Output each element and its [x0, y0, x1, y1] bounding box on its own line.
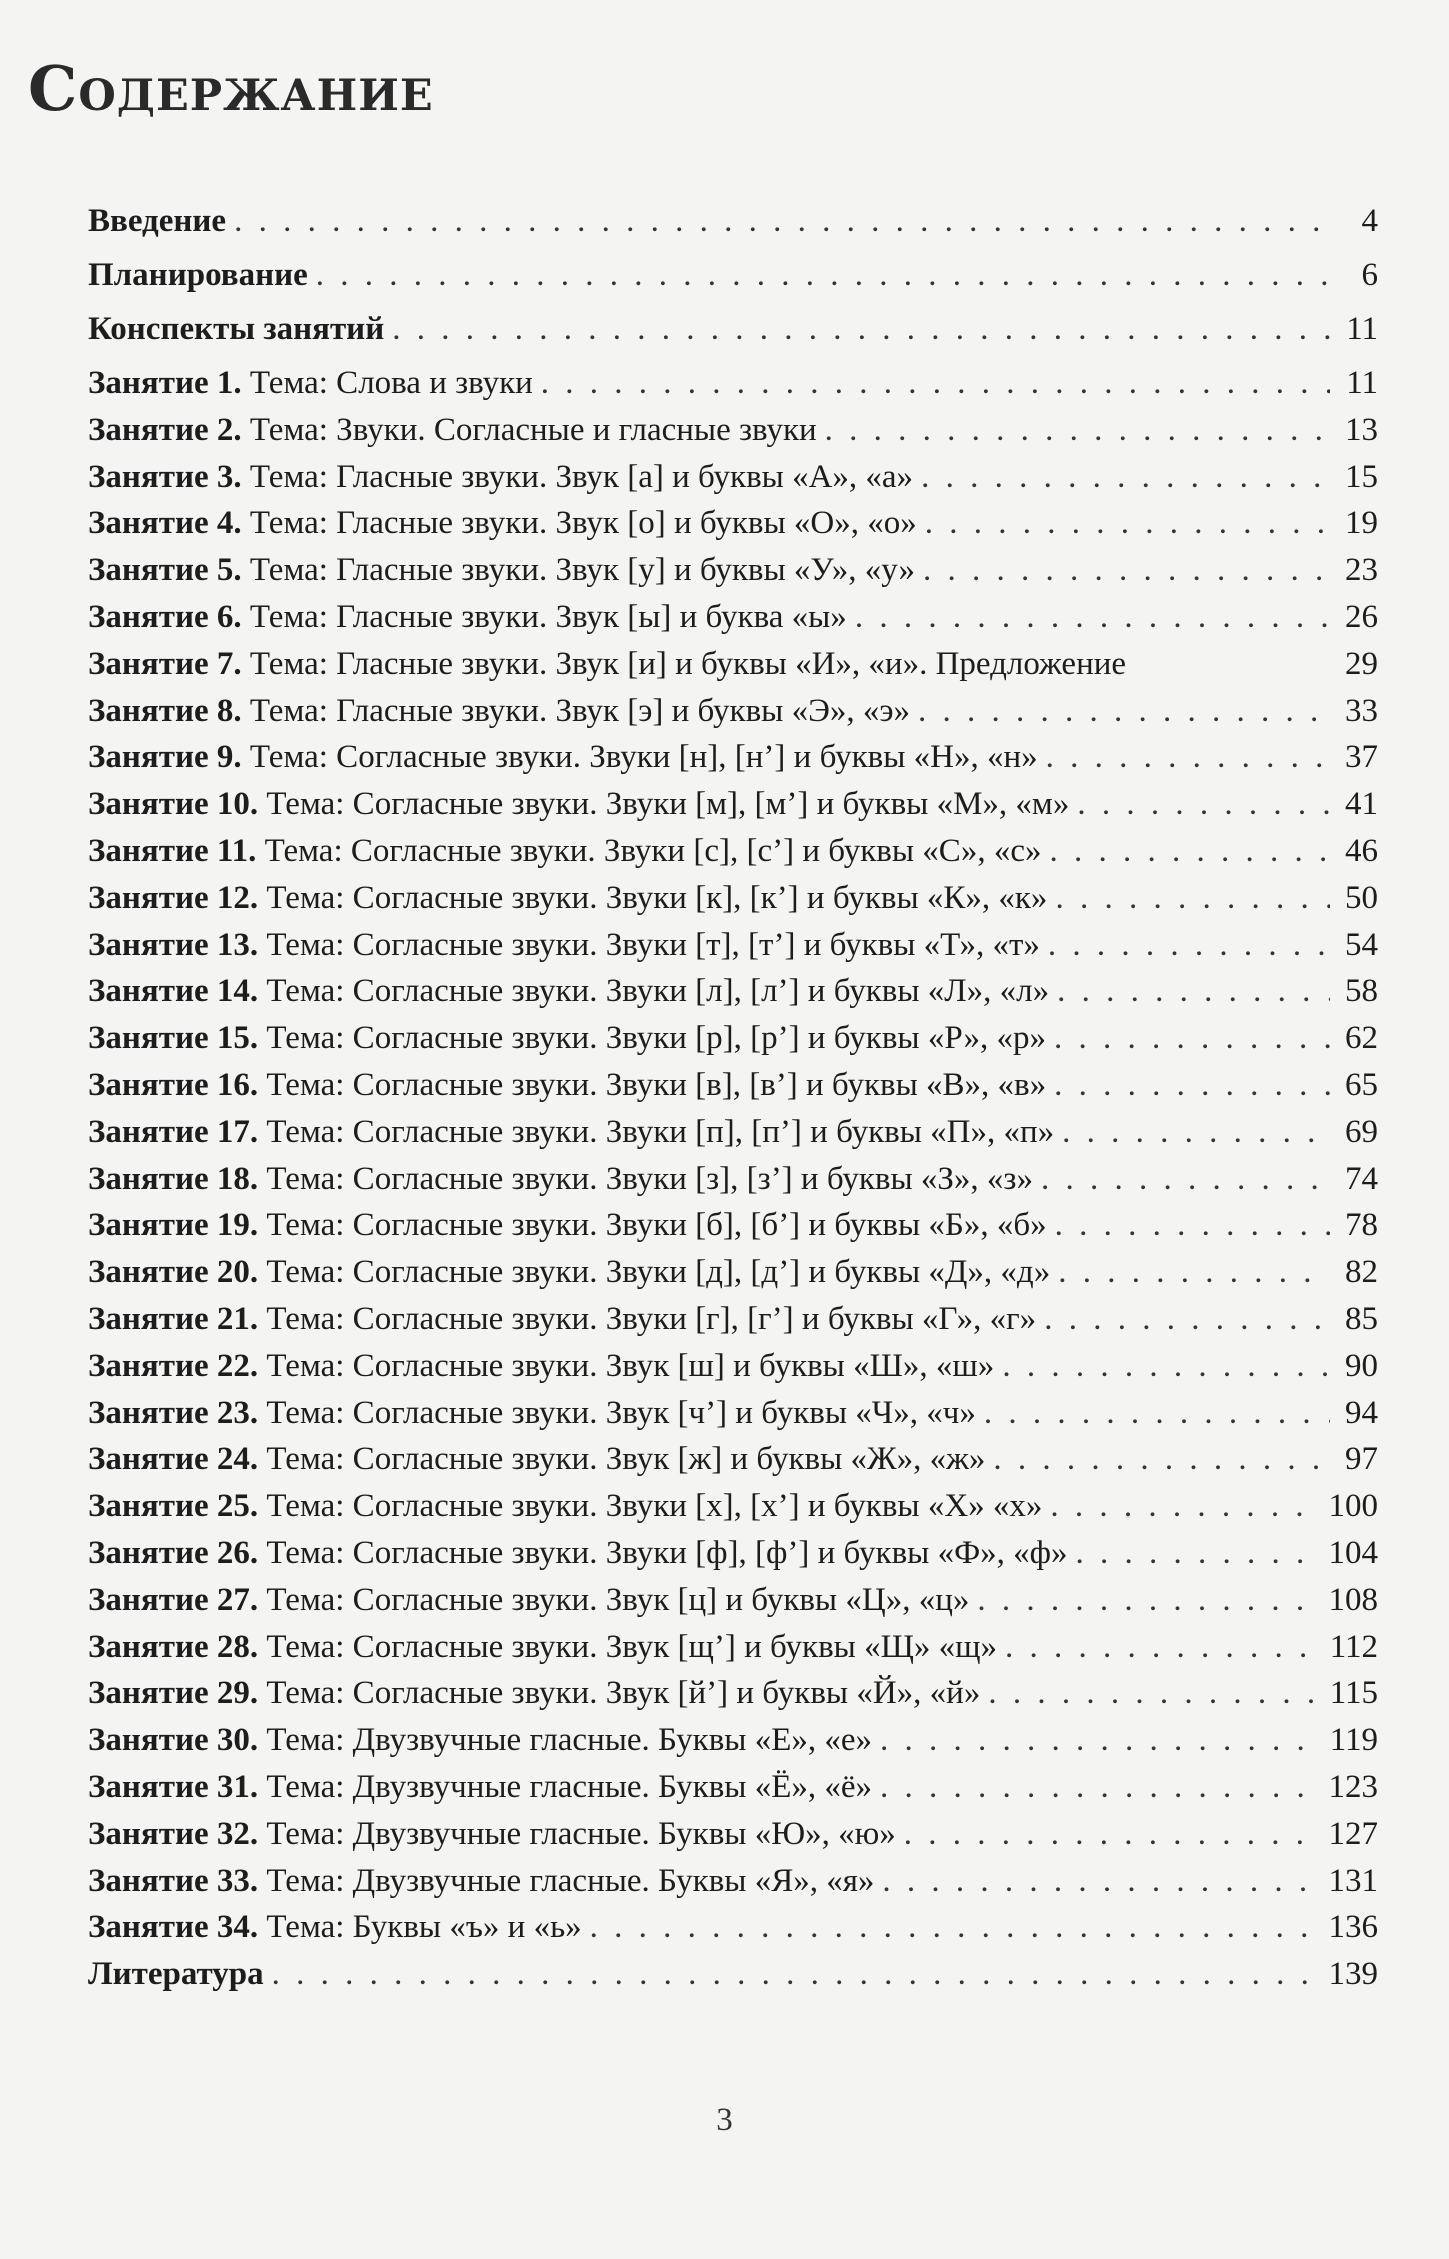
toc-entry-label [88, 693, 910, 730]
leader-dots [880, 1769, 1320, 1806]
toc-entry [88, 833, 1378, 880]
toc-entry [88, 1254, 1378, 1301]
toc-entry-topic: Тема: Согласные звуки. Звуки [б], [б’] и буквы «Б», «б» [258, 1207, 1047, 1244]
toc-entry-page: 115 [1329, 1675, 1378, 1712]
leader-dots [1076, 1535, 1321, 1572]
toc-entry-topic: Тема: Гласные звуки. Звук [ы] и буква «ы» [241, 598, 847, 635]
toc-entry-heading: Занятие 1. [88, 365, 242, 401]
toc-entry [88, 599, 1378, 646]
toc-entry-page: 33 [1345, 692, 1378, 729]
toc-entry-topic: Тема: Согласные звуки. Звуки [ф], [ф’] и буквы «Ф», «ф» [258, 1534, 1068, 1571]
toc-entry-heading: Занятие 24. [88, 1441, 259, 1478]
toc-entry-label [88, 880, 1047, 917]
leader-dots [825, 412, 1330, 449]
toc-entry-page: 112 [1329, 1628, 1378, 1665]
toc-entry-page: 65 [1345, 1066, 1378, 1103]
toc-entry-label [88, 1769, 872, 1806]
toc-entry-heading: Занятие 25. [88, 1488, 259, 1525]
toc-entry [88, 1067, 1378, 1114]
toc-entry-label [88, 739, 1038, 776]
leader-dots [272, 1956, 1321, 1993]
toc-entry [88, 365, 1378, 412]
leader-dots [1005, 1629, 1322, 1666]
toc-entry [88, 505, 1378, 552]
toc-entry-topic: Тема: Согласные звуки. Звук [ш] и буквы «Ш», «ш» [258, 1347, 995, 1384]
toc-entry-page: 94 [1345, 1394, 1378, 1431]
toc-entry [88, 1395, 1378, 1442]
toc-entry-heading: Занятие 11. [88, 832, 257, 869]
toc-entry-topic: Тема: Согласные звуки. Звуки [х], [х’] и буквы «Х» «х» [258, 1488, 1043, 1525]
toc-entry-heading: Занятие 13. [88, 926, 259, 963]
toc-entry-label [88, 552, 915, 589]
toc-entry-heading: Занятие 8. [88, 692, 242, 729]
toc-entry-topic: Тема: Согласные звуки. Звук [ц] и буквы «Ц», «ц» [258, 1581, 970, 1618]
toc-entry-topic: Тема: Согласные звуки. Звуки [з], [з’] и буквы «З», «з» [258, 1160, 1033, 1197]
toc-entry-topic: Тема: Согласные звуки. Звуки [к], [к’] и буквы «К», «к» [258, 879, 1048, 916]
toc-entry-page: 136 [1328, 1909, 1378, 1946]
leader-dots [1046, 739, 1330, 776]
toc-entry-label [88, 1722, 872, 1759]
toc-entry [88, 693, 1378, 740]
toc-entry-label [88, 1020, 1046, 1057]
leader-dots [316, 257, 1330, 294]
toc-entry-page: 29 [1345, 645, 1378, 682]
leader-dots [855, 599, 1330, 636]
toc-entry-heading: Введение [88, 203, 227, 239]
toc-entry-page: 123 [1328, 1768, 1378, 1805]
toc-entry-label [88, 412, 817, 449]
leader-dots [1062, 1114, 1330, 1151]
toc-entry-page: 41 [1345, 786, 1378, 823]
leader-dots [234, 203, 1330, 240]
toc-entry-topic: Тема: Двузвучные гласные. Буквы «Ё», «ё» [258, 1768, 873, 1805]
toc-entry [88, 1582, 1378, 1629]
toc-entry-page: 26 [1345, 598, 1378, 635]
toc-entry [88, 1675, 1378, 1722]
toc-entry-page: 100 [1328, 1488, 1378, 1525]
toc-entry-heading: Занятие 6. [88, 598, 242, 635]
toc-entry [88, 1348, 1378, 1395]
toc-entry-label [88, 1909, 582, 1946]
toc-entry-heading: Занятие 32. [88, 1815, 259, 1852]
toc-entry-label [88, 1816, 896, 1853]
toc-entry [88, 1816, 1378, 1863]
toc-entry-topic: Тема: Гласные звуки. Звук [у] и буквы «У», «у» [241, 552, 916, 589]
toc-entry [88, 1769, 1378, 1816]
toc-entry-page: 50 [1345, 879, 1378, 916]
leader-dots [882, 1863, 1320, 1900]
toc-entry [88, 203, 1378, 257]
toc-entry-topic: Тема: Согласные звуки. Звуки [с], [с’] и буквы «С», «с» [256, 832, 1042, 869]
toc-entry-label [88, 1488, 1042, 1525]
toc-entry-page: 78 [1345, 1207, 1378, 1244]
leader-dots [925, 505, 1330, 542]
toc-entry-page: 37 [1345, 739, 1378, 776]
toc-entry-page: 62 [1345, 1020, 1378, 1057]
toc-entry-heading: Литература [88, 1956, 264, 1993]
leader-dots [1050, 1488, 1320, 1525]
toc-entry-heading: Занятие 9. [88, 739, 242, 776]
leader-dots [1055, 1207, 1330, 1244]
toc-entry-heading: Занятие 17. [88, 1113, 259, 1150]
toc-entry-page: 108 [1328, 1581, 1378, 1618]
leader-dots [1054, 1020, 1330, 1057]
toc-entry-label [88, 1254, 1050, 1291]
leader-dots [1044, 1301, 1330, 1338]
toc-entry-heading: Занятие 7. [88, 645, 242, 682]
toc-entry [88, 739, 1378, 786]
toc-entry-heading: Занятие 18. [88, 1160, 259, 1197]
toc-entry-page: 127 [1328, 1815, 1378, 1852]
toc-entry-page: 104 [1328, 1534, 1378, 1571]
toc-entry-heading: Занятие 3. [88, 458, 242, 495]
toc-entry-heading: Занятие 27. [88, 1581, 259, 1618]
toc-entry [88, 1863, 1378, 1910]
toc-entry-heading: Занятие 5. [88, 552, 242, 589]
toc-entry-heading: Занятие 26. [88, 1534, 259, 1571]
toc-entry-page: 19 [1345, 505, 1378, 542]
toc-entry-topic: Тема: Согласные звуки. Звуки [г], [г’] и буквы «Г», «г» [258, 1300, 1037, 1337]
toc-entry-topic: Тема: Согласные звуки. Звуки [м], [м’] и буквы «М», «м» [258, 786, 1070, 823]
toc-entry-label [88, 927, 1040, 964]
toc-entry-topic: Тема: Согласные звуки. Звук [ч’] и буквы «Ч», «ч» [258, 1394, 976, 1431]
toc-entry-label [88, 1582, 969, 1619]
toc-entry-topic: Тема: Согласные звуки. Звук [й’] и буквы «Й», «й» [258, 1675, 981, 1712]
leader-dots [1041, 1161, 1330, 1198]
toc-entry-page: 82 [1345, 1254, 1378, 1291]
leader-dots [880, 1722, 1322, 1759]
leader-dots [1002, 1348, 1330, 1385]
toc-entry-page: 58 [1345, 973, 1378, 1010]
toc-entry-page: 15 [1345, 458, 1378, 495]
toc-entry-topic: Тема: Гласные звуки. Звук [э] и буквы «Э», «э» [241, 692, 911, 729]
toc-entry-page: 4 [1361, 203, 1378, 239]
toc-entry [88, 1020, 1378, 1067]
toc-entry [88, 1301, 1378, 1348]
toc-entry-label [88, 505, 917, 542]
toc-entry-topic: Тема: Согласные звуки. Звук [ж] и буквы «Ж», «ж» [258, 1441, 986, 1478]
toc-entry-heading: Занятие 15. [88, 1020, 259, 1057]
toc-entry-label [88, 1956, 264, 1993]
toc-entry-heading: Занятие 30. [88, 1722, 259, 1759]
toc-entry-topic: Тема: Согласные звуки. Звуки [д], [д’] и буквы «Д», «д» [258, 1254, 1051, 1291]
leader-dots [392, 311, 1330, 348]
toc-entry-page: 139 [1328, 1956, 1378, 1993]
toc-entry-label [88, 786, 1069, 823]
toc-entry-topic: Тема: Гласные звуки. Звук [а] и буквы «А», «а» [241, 458, 914, 495]
toc-entry-label [88, 1629, 997, 1666]
toc-entry [88, 1488, 1378, 1535]
toc-entry-label [88, 1348, 994, 1385]
toc-entry [88, 257, 1378, 311]
toc-entry-heading: Занятие 12. [88, 879, 259, 916]
toc-entry-page: 97 [1345, 1441, 1378, 1478]
toc-entry-label [88, 365, 533, 402]
toc-entry-page: 119 [1329, 1722, 1378, 1759]
leader-dots [1058, 1254, 1330, 1291]
toc-entry-page: 74 [1345, 1160, 1378, 1197]
toc-entry-label [88, 1301, 1036, 1338]
toc-entry-label [88, 973, 1049, 1010]
toc-entry-label [88, 1067, 1046, 1104]
leader-dots [1054, 1067, 1330, 1104]
toc-entry-heading: Занятие 29. [88, 1675, 259, 1712]
toc-entry-label [88, 311, 384, 348]
toc-entry-topic: Тема: Согласные звуки. Звуки [т], [т’] и буквы «Т», «т» [258, 926, 1040, 963]
leader-dots [904, 1816, 1321, 1853]
toc-entry [88, 1956, 1378, 2010]
toc-entry-topic: Тема: Согласные звуки. Звук [щ’] и буквы «Щ» «щ» [258, 1628, 998, 1665]
toc-entry-page: 11 [1346, 311, 1378, 347]
leader-dots [918, 693, 1330, 730]
toc-entry-heading: Занятие 20. [88, 1254, 259, 1291]
toc-entry [88, 646, 1378, 693]
toc-entry-topic: Тема: Буквы «ъ» и «ь» [258, 1909, 582, 1946]
toc-entry [88, 927, 1378, 974]
leader-dots [1049, 833, 1330, 870]
toc-entry-topic: Тема: Двузвучные гласные. Буквы «Я», «я» [258, 1862, 875, 1899]
leader-dots [590, 1909, 1321, 1946]
toc-entry-label [88, 646, 1126, 683]
toc-entry [88, 552, 1378, 599]
toc-entry-page: 46 [1345, 832, 1378, 869]
toc-entry [88, 311, 1378, 365]
toc-entry-page: 131 [1328, 1862, 1378, 1899]
page-title: Содержание [28, 52, 434, 125]
toc-entry-label [88, 203, 226, 240]
toc-entry-topic: Тема: Согласные звуки. Звуки [л], [л’] и буквы «Л», «л» [258, 973, 1050, 1010]
toc-entry-heading: Занятие 4. [88, 505, 242, 542]
toc-entry-label [88, 833, 1041, 870]
leader-dots [921, 459, 1330, 496]
toc-entry [88, 1722, 1378, 1769]
toc-entry [88, 973, 1378, 1020]
toc-entry-label [88, 1207, 1047, 1244]
toc-entry-heading: Занятие 22. [88, 1347, 259, 1384]
toc-entry-heading: Конспекты занятий [88, 311, 385, 347]
toc-entry-heading: Занятие 28. [88, 1628, 259, 1665]
toc-entry-page: 11 [1346, 365, 1378, 401]
toc-entry-page: 85 [1345, 1300, 1378, 1337]
toc-entry-topic: Тема: Согласные звуки. Звуки [в], [в’] и буквы «В», «в» [258, 1066, 1047, 1103]
toc-entry-label [88, 459, 913, 496]
leader-dots [993, 1441, 1330, 1478]
toc-entry [88, 1114, 1378, 1161]
toc-entry-topic: Тема: Двузвучные гласные. Буквы «Е», «е» [258, 1722, 873, 1759]
toc-entry-heading: Планирование [88, 257, 308, 293]
toc-entry-page: 6 [1361, 257, 1378, 293]
toc-entry-page: 13 [1345, 411, 1378, 448]
toc-entry-heading: Занятие 16. [88, 1066, 259, 1103]
toc-entry [88, 1207, 1378, 1254]
toc-entry [88, 1535, 1378, 1582]
toc-entry-page: 54 [1345, 926, 1378, 963]
leader-dots [1077, 786, 1330, 823]
toc-entry-heading: Занятие 31. [88, 1768, 259, 1805]
toc-entry [88, 880, 1378, 927]
toc-entry-label [88, 257, 308, 294]
leader-dots [923, 552, 1330, 589]
toc-entry-label [88, 1675, 980, 1712]
leader-dots [988, 1675, 1321, 1712]
leader-dots [1055, 880, 1330, 917]
toc-entry-page: 23 [1345, 552, 1378, 589]
toc-entry-topic: Тема: Звуки. Согласные и гласные звуки [241, 411, 817, 448]
toc-entry-topic: Тема: Гласные звуки. Звук [о] и буквы «О», «о» [241, 505, 917, 542]
toc-entry-heading: Занятие 23. [88, 1394, 259, 1431]
leader-dots [1057, 973, 1330, 1010]
toc-entry-heading: Занятие 34. [88, 1909, 259, 1946]
toc-entry-label [88, 1161, 1033, 1198]
toc-entry-label [88, 1395, 976, 1432]
toc-entry [88, 1629, 1378, 1676]
toc-entry-page: 90 [1345, 1347, 1378, 1384]
toc-entry-label [88, 1535, 1068, 1572]
toc-entry [88, 459, 1378, 506]
toc-entry-label [88, 1114, 1054, 1151]
toc-entry [88, 412, 1378, 459]
leader-dots [541, 365, 1330, 402]
toc-entry-topic: Тема: Согласные звуки. Звуки [р], [р’] и буквы «Р», «р» [258, 1020, 1046, 1057]
toc-entry-topic: Тема: Согласные звуки. Звуки [п], [п’] и буквы «П», «п» [258, 1113, 1055, 1150]
toc-entry [88, 1441, 1378, 1488]
toc-entry-heading: Занятие 14. [88, 973, 259, 1010]
toc-entry-topic: Тема: Слова и звуки [241, 365, 533, 401]
toc-entry [88, 1161, 1378, 1208]
toc-entry [88, 786, 1378, 833]
toc-entry-topic: Тема: Двузвучные гласные. Буквы «Ю», «ю» [258, 1815, 896, 1852]
toc-entry-topic: Тема: Согласные звуки. Звуки [н], [н’] и буквы «Н», «н» [241, 739, 1038, 776]
toc-entry-heading: Занятие 19. [88, 1207, 259, 1244]
toc-entry-label [88, 1441, 985, 1478]
toc-entry-heading: Занятие 21. [88, 1300, 259, 1337]
toc-entry [88, 1909, 1378, 1956]
toc-entry-label [88, 1863, 874, 1900]
leader-dots [1048, 927, 1330, 964]
page-number: 3 [716, 2102, 733, 2138]
table-of-contents [88, 203, 1378, 2010]
toc-entry-page: 69 [1345, 1113, 1378, 1150]
leader-dots [977, 1582, 1320, 1619]
toc-entry-topic: Тема: Гласные звуки. Звук [и] и буквы «И», «и». Предложение [241, 645, 1127, 682]
leader-dots [984, 1395, 1330, 1432]
toc-entry-heading: Занятие 2. [88, 411, 242, 448]
toc-entry-heading: Занятие 33. [88, 1862, 259, 1899]
toc-entry-label [88, 599, 847, 636]
toc-entry-heading: Занятие 10. [88, 786, 259, 823]
